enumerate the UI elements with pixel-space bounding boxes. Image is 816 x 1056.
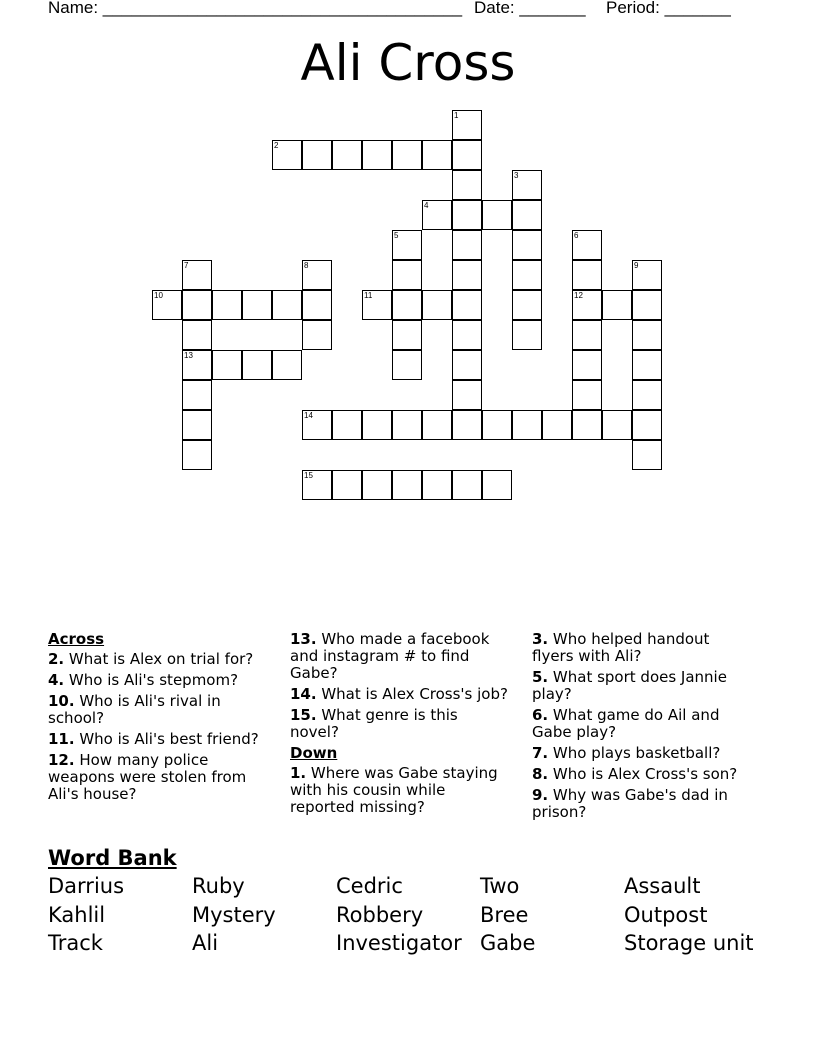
crossword-cell[interactable]	[632, 260, 662, 290]
clue-number: 4	[424, 201, 429, 210]
clue-across-10: 10. Who is Ali's rival in school?	[48, 692, 221, 727]
crossword-cell[interactable]	[182, 320, 212, 350]
crossword-cell[interactable]	[182, 380, 212, 410]
clue-number: 6	[574, 231, 579, 240]
page-title: Ali Cross	[300, 34, 516, 92]
crossword-cell[interactable]	[302, 140, 332, 170]
crossword-cell[interactable]	[362, 410, 392, 440]
crossword-cell[interactable]	[212, 290, 242, 320]
crossword-cell[interactable]	[572, 260, 602, 290]
crossword-cell[interactable]	[302, 320, 332, 350]
clue-number: 15	[304, 471, 313, 480]
crossword-cell[interactable]	[632, 350, 662, 380]
crossword-cell[interactable]	[452, 110, 482, 140]
crossword-cell[interactable]	[422, 290, 452, 320]
date-field-label: Date: _______	[474, 0, 586, 17]
clue-number: 11	[364, 291, 373, 300]
clue-number: 12	[574, 291, 583, 300]
crossword-cell[interactable]	[272, 140, 302, 170]
crossword-cell[interactable]	[182, 410, 212, 440]
clue-down-9: 9. Why was Gabe's dad in prison?	[532, 786, 728, 821]
clue-down-7: 7. Who plays basketball?	[532, 744, 721, 762]
crossword-cell[interactable]	[572, 290, 602, 320]
clue-across-15: 15. What genre is this novel?	[290, 706, 458, 741]
crossword-cell[interactable]	[452, 140, 482, 170]
crossword-cell[interactable]	[392, 230, 422, 260]
crossword-cell[interactable]	[152, 290, 182, 320]
word-bank-item: Track	[48, 931, 103, 955]
crossword-cell[interactable]	[542, 410, 572, 440]
word-bank-item: Storage unit	[624, 931, 754, 955]
crossword-cell[interactable]	[452, 170, 482, 200]
name-field-label: Name: ______________________________________	[48, 0, 463, 17]
clues-column-2	[290, 631, 522, 820]
crossword-cell[interactable]	[242, 290, 272, 320]
crossword-cell[interactable]	[512, 170, 542, 200]
clue-number: 10	[154, 291, 163, 300]
crossword-cell[interactable]	[332, 410, 362, 440]
clue-number: 7	[184, 261, 189, 270]
crossword-cell[interactable]	[452, 470, 482, 500]
clue-number: 14	[304, 411, 313, 420]
crossword-cell[interactable]	[272, 350, 302, 380]
crossword-cell[interactable]	[632, 320, 662, 350]
crossword-cell[interactable]	[242, 350, 272, 380]
crossword-cell[interactable]	[452, 230, 482, 260]
word-bank-item: Gabe	[480, 931, 536, 955]
crossword-cell[interactable]	[452, 200, 482, 230]
crossword-cell[interactable]	[512, 410, 542, 440]
word-bank-item: Kahlil	[48, 903, 106, 927]
clue-number: 8	[304, 261, 309, 270]
word-bank-item: Assault	[624, 874, 701, 898]
crossword-cell[interactable]	[422, 470, 452, 500]
clue-across-4: 4. Who is Ali's stepmom?	[48, 671, 239, 689]
crossword-cell[interactable]	[392, 410, 422, 440]
word-bank-item: Robbery	[336, 903, 424, 927]
crossword-cell[interactable]	[272, 290, 302, 320]
crossword-cell[interactable]	[602, 290, 632, 320]
crossword-cell[interactable]	[572, 230, 602, 260]
crossword-cell[interactable]	[302, 290, 332, 320]
clue-number: 3	[514, 171, 519, 180]
crossword-cell[interactable]	[512, 260, 542, 290]
word-bank-item: Two	[480, 874, 520, 898]
crossword-cell[interactable]	[392, 320, 422, 350]
word-bank-item: Outpost	[624, 903, 708, 927]
crossword-cell[interactable]	[422, 410, 452, 440]
clue-across-12: 12. How many police weapons were stolen from Ali's house?	[48, 751, 247, 803]
clue-number: 1	[454, 111, 459, 120]
clue-down-8: 8. Who is Alex Cross's son?	[532, 765, 738, 783]
crossword-cell[interactable]	[452, 410, 482, 440]
crossword-cell[interactable]	[392, 470, 422, 500]
crossword-cell[interactable]	[182, 260, 212, 290]
crossword-cell[interactable]	[302, 470, 332, 500]
word-bank-item: Bree	[480, 903, 529, 927]
clues-column-1	[48, 631, 280, 807]
clue-across-11: 11. Who is Ali's best friend?	[48, 730, 259, 748]
crossword-cell[interactable]	[572, 350, 602, 380]
crossword-cell[interactable]	[212, 350, 242, 380]
crossword-cell[interactable]	[332, 140, 362, 170]
crossword-cell[interactable]	[452, 320, 482, 350]
word-bank-item: Ruby	[192, 874, 245, 898]
period-field-label: Period: _______	[606, 0, 731, 17]
crossword-cell[interactable]	[602, 410, 632, 440]
crossword-cell[interactable]	[362, 290, 392, 320]
clue-number: 13	[184, 351, 193, 360]
word-bank-item: Darrius	[48, 874, 125, 898]
down-heading: Down	[290, 744, 338, 762]
crossword-cell[interactable]	[512, 230, 542, 260]
clue-number: 9	[634, 261, 639, 270]
clue-down-1: 1. Where was Gabe staying with his cousin while reported missing?	[290, 764, 498, 816]
word-bank-title: Word Bank	[48, 846, 177, 870]
clue-down-3: 3. Who helped handout flyers with Ali?	[532, 630, 710, 665]
crossword-cell[interactable]	[332, 470, 362, 500]
crossword-cell[interactable]	[422, 200, 452, 230]
crossword-cell[interactable]	[302, 410, 332, 440]
clue-down-5: 5. What sport does Jannie play?	[532, 668, 727, 703]
crossword-cell[interactable]	[512, 290, 542, 320]
word-bank-item: Cedric	[336, 874, 403, 898]
crossword-cell[interactable]	[482, 410, 512, 440]
crossword-cell[interactable]	[572, 380, 602, 410]
clue-across-14: 14. What is Alex Cross's job?	[290, 685, 508, 703]
crossword-cell[interactable]	[392, 290, 422, 320]
crossword-cell[interactable]	[632, 380, 662, 410]
clue-down-6: 6. What game do Ail and Gabe play?	[532, 706, 720, 741]
crossword-cell[interactable]	[422, 140, 452, 170]
crossword-cell[interactable]	[512, 200, 542, 230]
crossword-cell[interactable]	[572, 320, 602, 350]
crossword-cell[interactable]	[572, 410, 602, 440]
crossword-cell[interactable]	[452, 290, 482, 320]
clue-across-2: 2. What is Alex on trial for?	[48, 650, 254, 668]
crossword-cell[interactable]	[452, 380, 482, 410]
crossword-cell[interactable]	[482, 200, 512, 230]
crossword-cell[interactable]	[482, 470, 512, 500]
crossword-cell[interactable]	[182, 350, 212, 380]
clue-number: 2	[274, 141, 279, 150]
word-bank-item: Ali	[192, 931, 219, 955]
crossword-cell[interactable]	[392, 350, 422, 380]
crossword-cell[interactable]	[362, 140, 392, 170]
crossword-cell[interactable]	[392, 260, 422, 290]
clue-number: 5	[394, 231, 399, 240]
crossword-cell[interactable]	[452, 350, 482, 380]
crossword-cell[interactable]	[302, 260, 332, 290]
clue-across-13: 13. Who made a facebook and instagram # to find Gabe?	[290, 630, 490, 682]
crossword-cell[interactable]	[182, 290, 212, 320]
crossword-cell[interactable]	[632, 440, 662, 470]
crossword-cell[interactable]	[182, 440, 212, 470]
crossword-cell[interactable]	[632, 290, 662, 320]
word-bank-item: Mystery	[192, 903, 276, 927]
crossword-cell[interactable]	[632, 410, 662, 440]
crossword-cell[interactable]	[362, 470, 392, 500]
crossword-cell[interactable]	[392, 140, 422, 170]
crossword-cell[interactable]	[512, 320, 542, 350]
across-heading: Across	[48, 630, 105, 648]
clues-column-3	[532, 631, 764, 825]
word-bank-item: Investigator	[336, 931, 462, 955]
crossword-cell[interactable]	[452, 260, 482, 290]
